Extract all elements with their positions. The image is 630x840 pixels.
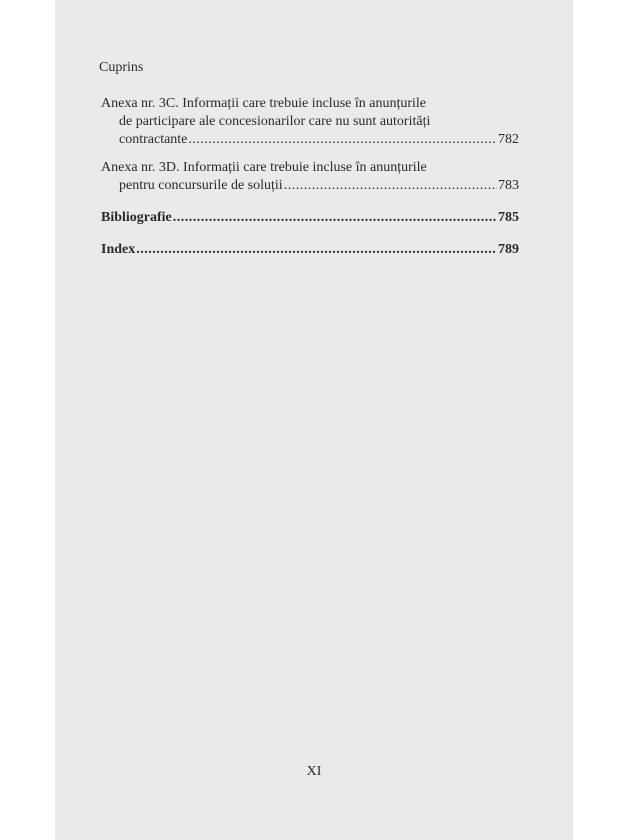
toc-entry-bibliografie [101,209,519,227]
folio-page-number: XI [306,764,322,779]
running-head: Cuprins [99,60,144,75]
toc-entry-title-end: pentru concursurile de soluții [119,178,283,193]
toc-entry-title: Anexa nr. 3C. Informații care trebuie incluse în anunțurile [101,96,427,111]
page-number: 789 [498,242,519,257]
toc-entry-title: Index [101,242,136,257]
dot-leader [188,131,497,149]
toc-entry-leader [101,131,519,149]
page-number: 783 [498,178,519,193]
book-page [55,0,573,840]
toc-entry-title-end: contractante [119,132,188,147]
toc-entry-index [101,241,519,259]
toc-entry-title: Anexa nr. 3D. Informații care trebuie incluse în anunțurile [101,160,427,175]
table-of-contents [101,95,519,273]
toc-entry-leader [101,177,519,195]
dot-leader [136,241,497,259]
toc-entry-anexa-3c [101,95,519,149]
toc-entry-title: Bibliografie [101,210,172,225]
dot-leader [173,209,497,227]
page-number: 782 [498,132,519,147]
dot-leader [284,177,497,195]
page-number: 785 [498,210,519,225]
toc-entry-title-continued: de participare ale concesionarilor care nu sunt autorități [119,114,431,129]
toc-entry-anexa-3d [101,159,519,195]
